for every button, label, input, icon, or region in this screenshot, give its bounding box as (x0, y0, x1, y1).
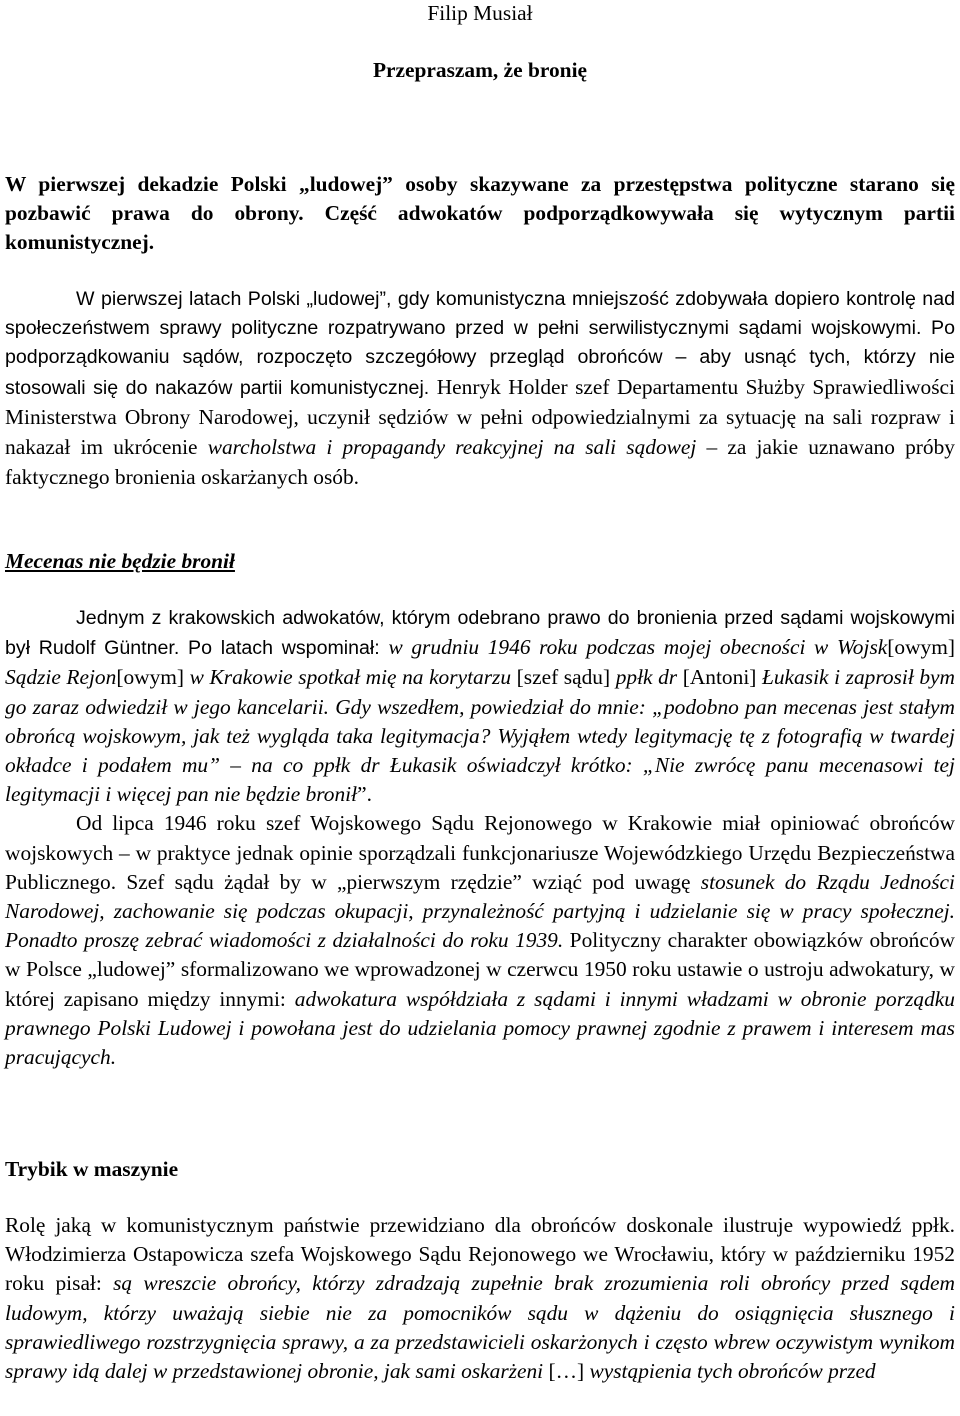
paragraph-1-quote: warcholstwa i propagandy reakcyjnej na sali sądowej (207, 435, 697, 460)
paragraph-2-quote-3: w Krakowie spotkał mię na korytarzu (189, 665, 517, 690)
section-heading-trybik: Trybik w maszynie (5, 1157, 179, 1181)
paragraph-3-quote-1: stosunek do Rządu Jedności Narodowej, zachowanie się podczas okupacji, przynależność partyjną i udzielanie się w pracy społecznej. Ponadto proszę zebrać wiadomości z działalności do roku 1939. (5, 869, 955, 953)
paragraph-4 (5, 1211, 955, 1386)
paragraph-2-bracket-3: [szef sądu] (516, 665, 616, 690)
paragraph-2-quote-4: ppłk dr (615, 665, 683, 690)
paragraph-3-quote-2: adwokatura współdziała z sądami i innymi władzami w obronie porządku prawnego Polski Ludowej i powołana jest do udzielania pomocy prawnej zgodnie z prawem i interesem mas pracujących. (5, 986, 955, 1070)
paragraph-2 (5, 603, 955, 809)
paragraph-1 (5, 285, 955, 493)
paragraph-1-part-b: Henryk Holder szef Departamentu Służby Sprawiedliwości Ministerstwa Obrony Narodowej, uczynił sędziów w pełni odpowiedzialnymi za sytuację na sali rozpraw i nakazał im ukrócenie (5, 374, 955, 460)
paragraph-2-bracket-4: [Antoni] (682, 665, 762, 690)
paragraph-2-part-b: Po latach wspominał: (179, 637, 389, 660)
paragraph-3-part-a: Od lipca 1946 roku szef Wojskowego Sądu Rejonowego w Krakowie miał opiniować obrońców wojskowych – w praktyce jednak opinie sporządzali funkcjonariusze Wojewódzkiego Urzędu Bezpieczeństwa Publicznego. Szef sądu żądał by w „pierwszym rzędzie” wziąć pod uwagę (5, 811, 955, 894)
paragraph-2-part-a: Jednym z krakowskich adwokatów, którym odebrano prawo do bronienia przed sądami wojskowymi był Rudolf Güntner. (5, 607, 955, 660)
paragraph-1-part-a: W pierwszej latach Polski „ludowej”, gdy komunistyczna mniejszość zdobywała dopiero kontrolę nad społeczeństwem sprawy polityczne rozpatrywano przed w pełni serwilistycznymi sądami wojskowymi. Po podporządkowaniu sądów, rozpoczęto szczegółowy przegląd obrońców – aby usnąć tych, którzy nie stosowali się do nakazów partii komunistycznej. (5, 288, 955, 399)
paragraph-4-quote-2: wystąpienia tych obrońców przed (589, 1359, 876, 1384)
paragraph-2-bracket-2: [owym] (116, 665, 190, 690)
section-2-body (5, 603, 955, 1072)
article-lead: W pierwszej dekadzie Polski „ludowej” osoby skazywane za przestępstwa polityczne starano się pozbawić prawa do obrony. Część adwokatów podporządkowywała się wytycznym partii komunistycznej. (5, 172, 955, 255)
paragraph-4-quote-1: są wreszcie obrońcy, którzy zdradzają zupełnie brak zrozumienia roli obrońcy przed sądem ludowym, którzy uważają siebie nie za pomocników sądu w dążeniu do osiągnięcia słusznego i sprawiedliwego rozstrzygnięcia sprawy, a za przedstawicieli oskarżonych i często wbrew oczywistym wynikom sprawy idą dalej w przedstawionej obronie, jak sami oskarżeni (5, 1271, 955, 1384)
paragraph-2-bracket-1: [owym] (887, 635, 955, 660)
paragraph-3 (5, 809, 955, 1072)
paragraph-4-bracket: […] (548, 1359, 590, 1384)
author-name: Filip Musiał (427, 1, 533, 25)
paragraph-2-quote-2: Sądzie Rejon (5, 665, 117, 690)
paragraph-1-part-d: – za jakie uznawano próby faktycznego bronienia oskarżanych osób. (5, 435, 956, 490)
paragraph-4-part-a: Rolę jaką w komunistycznym państwie przewidziano dla obrońców doskonale ilustruje wypowiedź ppłk. Włodzimierza Ostapowicza szefa Wojskowego Sądu Rejonowego we Wrocławiu, który w październiku 1952 roku pisał: (5, 1213, 955, 1296)
section-heading-mecenas: Mecenas nie będzie bronił (5, 549, 235, 573)
paragraph-2-end: ”. (357, 782, 372, 807)
paragraph-3-part-c: Polityczny charakter obowiązków obrońców w Polsce „ludowej” sformalizowano we wprowadzonej w czerwcu 1950 roku ustawie o ustroju adwokatury, w której zapisano między innymi: (5, 928, 955, 1011)
paragraph-2-quote-5: Łukasik i zaprosił bym go zaraz odwiedził w jego kancelarii. Gdy wszedłem, powiedział do mnie: „podobno pan mecenas jest stałym obrońcą wojskowym, jak też wygląda taka legitymacja? Wyjąłem wtedy legitymację tę z fotografią w twardej okładce i podałem mu” – na co ppłk dr Łukasik oświadczył krótko: „Nie zwrócę panu mecenasowi tej legitymacji i więcej pan nie będzie bronił (5, 665, 955, 807)
article-title: Przepraszam, że bronię (372, 58, 588, 82)
paragraph-2-quote-1: w grudniu 1946 roku podczas mojej obecności w Wojsk (388, 635, 888, 660)
